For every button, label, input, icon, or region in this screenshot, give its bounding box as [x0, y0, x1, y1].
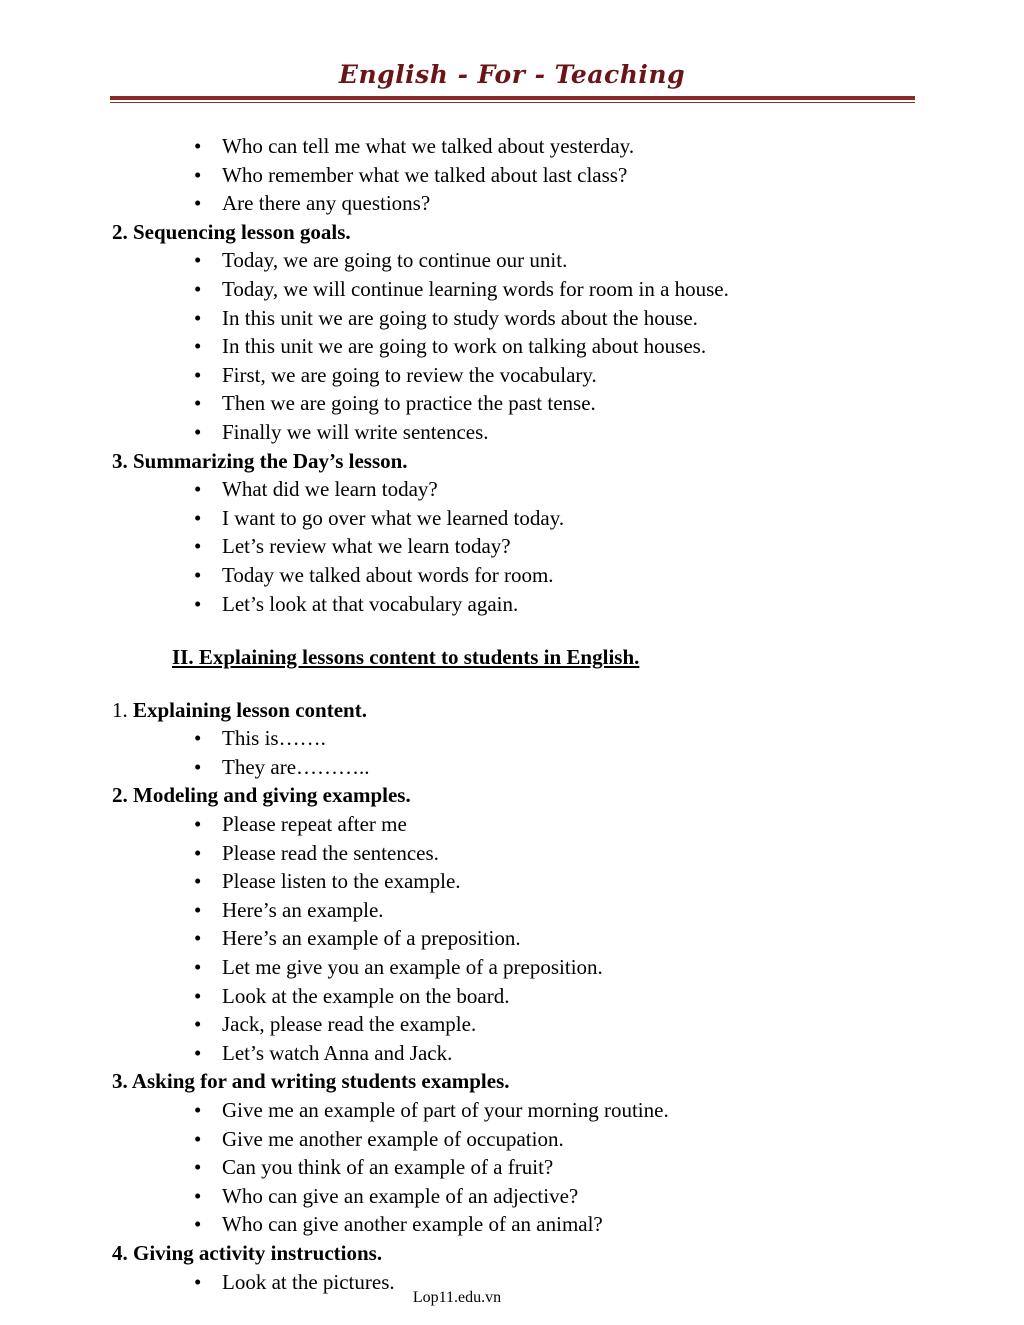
section-heading	[112, 1067, 912, 1096]
section-heading	[112, 1239, 912, 1268]
heading-number: 1.	[112, 697, 128, 722]
list-item: • Look at the pictures.	[112, 1268, 912, 1297]
list-item: • Let’s look at that vocabulary again.	[112, 590, 912, 619]
list-item: • Finally we will write sentences.	[112, 418, 912, 447]
list-item: • What did we learn today?	[112, 475, 912, 504]
summarizing-list	[112, 475, 912, 618]
list-item: • Here’s an example.	[112, 896, 912, 925]
sequencing-list	[112, 246, 912, 446]
list-item: • Here’s an example of a preposition.	[112, 924, 912, 953]
list-item: • Are there any questions?	[112, 189, 912, 218]
asking-list	[112, 1096, 912, 1239]
document-body	[112, 132, 912, 1296]
heading-number: 2.	[112, 783, 128, 808]
heading-number: 4.	[112, 1240, 128, 1265]
list-item: • Who can give an example of an adjective?	[112, 1182, 912, 1211]
list-item: • This is…….	[112, 724, 912, 753]
section-heading	[112, 696, 912, 725]
section-heading: 2. Sequencing lesson goals.	[112, 219, 351, 244]
explaining-list	[112, 724, 912, 781]
list-item: • Can you think of an example of a fruit?	[112, 1153, 912, 1182]
list-item: • Please read the sentences.	[112, 839, 912, 868]
modeling-list	[112, 810, 912, 1067]
section-heading	[112, 781, 912, 810]
list-item: • Look at the example on the board.	[112, 982, 912, 1011]
heading-number: 3.	[112, 1069, 128, 1094]
list-item: • Let me give you an example of a preposition.	[112, 953, 912, 982]
list-item: • In this unit we are going to work on talking about houses.	[112, 332, 912, 361]
list-item: • They are………..	[112, 753, 912, 782]
heading-text: Explaining lesson content.	[133, 697, 367, 722]
section-ii-title: II. Explaining lessons content to students in English.	[172, 645, 640, 670]
heading-text: Giving activity instructions.	[133, 1240, 383, 1265]
list-item: • Today, we will continue learning words for room in a house.	[112, 275, 912, 304]
header-rule-thick	[110, 96, 915, 100]
list-item: • First, we are going to review the vocabulary.	[112, 361, 912, 390]
list-item: • I want to go over what we learned today.	[112, 504, 912, 533]
list-item: • Please repeat after me	[112, 810, 912, 839]
list-item: • Who remember what we talked about last class?	[112, 161, 912, 190]
header-title: English - For - Teaching	[338, 60, 686, 89]
heading-text: Modeling and giving examples.	[133, 783, 411, 808]
list-item: • Then we are going to practice the past tense.	[112, 389, 912, 418]
list-item: • Today we talked about words for room.	[112, 561, 912, 590]
list-item: • Please listen to the example.	[112, 867, 912, 896]
header-rule-thin	[110, 102, 915, 103]
page-footer: Lop11.edu.vn	[412, 1289, 502, 1306]
list-item: • In this unit we are going to study words about the house.	[112, 304, 912, 333]
list-item: • Let’s watch Anna and Jack.	[112, 1039, 912, 1068]
heading-text: Asking for and writing students examples.	[131, 1069, 510, 1094]
list-item: • Let’s review what we learn today?	[112, 532, 912, 561]
list-item: • Who can tell me what we talked about yesterday.	[112, 132, 912, 161]
list-item: • Jack, please read the example.	[112, 1010, 912, 1039]
list-item: • Who can give another example of an animal?	[112, 1210, 912, 1239]
section-heading: 3. Summarizing the Day’s lesson.	[112, 448, 408, 473]
intro-list	[112, 132, 912, 218]
list-item: • Give me an example of part of your morning routine.	[112, 1096, 912, 1125]
list-item: • Today, we are going to continue our unit.	[112, 246, 912, 275]
list-item: • Give me another example of occupation.	[112, 1125, 912, 1154]
